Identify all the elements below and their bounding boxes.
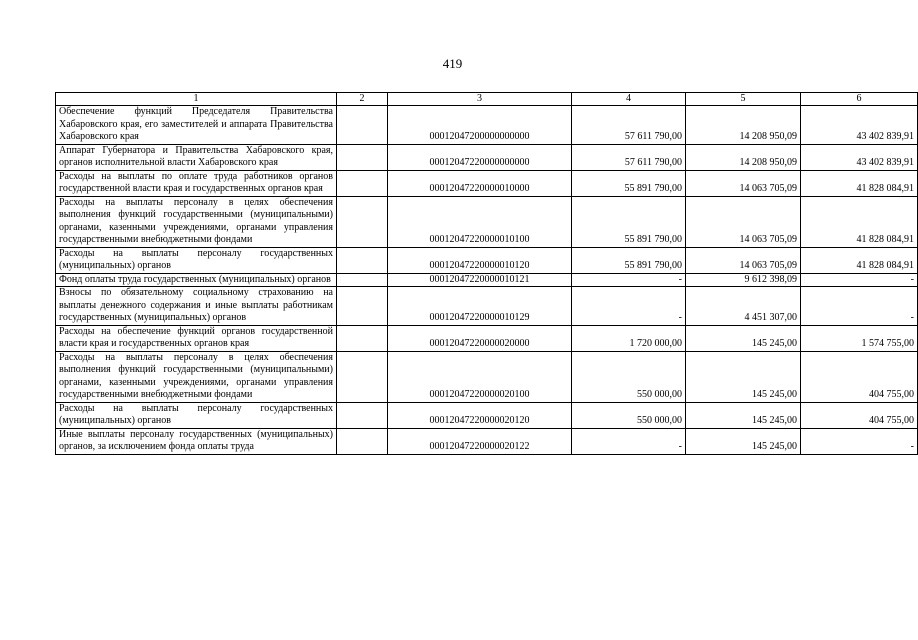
column-header: 5	[686, 93, 801, 106]
row-value-6: 404 755,00	[801, 402, 918, 428]
row-value-6: 41 828 084,91	[801, 247, 918, 273]
row-col2	[337, 351, 388, 402]
row-col2	[337, 144, 388, 170]
row-name: Взносы по обязательному социальному страхованию на выплаты денежного содержания и иные выплаты работникам государственных (муниципальных) органов	[56, 287, 337, 326]
row-col2	[337, 170, 388, 196]
row-col2	[337, 247, 388, 273]
row-code: 00012047220000010121	[388, 273, 572, 287]
row-col2	[337, 196, 388, 247]
row-code: 00012047220000010000	[388, 170, 572, 196]
table-row	[56, 351, 918, 402]
row-value-5: 145 245,00	[686, 402, 801, 428]
row-value-5: 145 245,00	[686, 325, 801, 351]
table-row	[56, 106, 918, 145]
table-row	[56, 325, 918, 351]
row-value-6: 43 402 839,91	[801, 106, 918, 145]
row-value-4: 57 611 790,00	[572, 106, 686, 145]
row-value-5: 14 208 950,09	[686, 144, 801, 170]
row-name: Обеспечение функций Председателя Правительства Хабаровского края, его заместителей и аппарата Правительства Хабаровского края	[56, 106, 337, 145]
row-name: Расходы на обеспечение функций органов государственной власти края и государственных органов края	[56, 325, 337, 351]
row-value-6: -	[801, 287, 918, 326]
row-code: 00012047220000020100	[388, 351, 572, 402]
column-header: 6	[801, 93, 918, 106]
row-value-5: 145 245,00	[686, 351, 801, 402]
row-name: Расходы на выплаты персоналу государственных (муниципальных) органов	[56, 247, 337, 273]
page-number: 419	[442, 56, 463, 71]
row-value-4: 550 000,00	[572, 351, 686, 402]
row-value-4: -	[572, 428, 686, 454]
row-value-6: -	[801, 428, 918, 454]
row-value-6: 41 828 084,91	[801, 196, 918, 247]
table-header-row	[56, 93, 918, 106]
row-value-4: 57 611 790,00	[572, 144, 686, 170]
table-row	[56, 428, 918, 454]
row-name: Аппарат Губернатора и Правительства Хабаровского края, органов исполнительной власти Хабаровского края	[56, 144, 337, 170]
row-value-5: 9 612 398,09	[686, 273, 801, 287]
row-value-6: -	[801, 273, 918, 287]
budget-table	[55, 92, 918, 455]
table-row	[56, 273, 918, 287]
table-row	[56, 402, 918, 428]
table-row	[56, 144, 918, 170]
row-col2	[337, 402, 388, 428]
row-value-6: 41 828 084,91	[801, 170, 918, 196]
row-col2	[337, 106, 388, 145]
row-col2	[337, 273, 388, 287]
row-value-5: 14 063 705,09	[686, 247, 801, 273]
row-value-4: 55 891 790,00	[572, 247, 686, 273]
column-header: 3	[388, 93, 572, 106]
row-value-4: -	[572, 287, 686, 326]
row-value-5: 145 245,00	[686, 428, 801, 454]
row-code: 00012047220000000000	[388, 144, 572, 170]
row-code: 00012047200000000000	[388, 106, 572, 145]
row-code: 00012047220000010120	[388, 247, 572, 273]
row-value-6: 1 574 755,00	[801, 325, 918, 351]
row-code: 00012047220000010129	[388, 287, 572, 326]
row-code: 00012047220000020000	[388, 325, 572, 351]
row-value-5: 4 451 307,00	[686, 287, 801, 326]
table-row	[56, 287, 918, 326]
row-value-5: 14 208 950,09	[686, 106, 801, 145]
row-col2	[337, 325, 388, 351]
row-value-6: 43 402 839,91	[801, 144, 918, 170]
row-value-4: 55 891 790,00	[572, 196, 686, 247]
row-name: Расходы на выплаты персоналу в целях обеспечения выполнения функций государственными (муниципальными) органами, казенными учреждениями, органами управления государственными внебюджетными фондами	[56, 196, 337, 247]
row-name: Расходы на выплаты персоналу в целях обеспечения выполнения функций государственными (муниципальными) органами, казенными учреждениями, органами управления государственными внебюджетными фондами	[56, 351, 337, 402]
table-row	[56, 247, 918, 273]
row-col2	[337, 287, 388, 326]
row-name: Расходы на выплаты по оплате труда работников органов государственной власти края и государственных органов края	[56, 170, 337, 196]
column-header: 2	[337, 93, 388, 106]
row-name: Иные выплаты персоналу государственных (муниципальных) органов, за исключением фонда оплаты труда	[56, 428, 337, 454]
row-value-6: 404 755,00	[801, 351, 918, 402]
table-row	[56, 170, 918, 196]
row-value-5: 14 063 705,09	[686, 170, 801, 196]
row-col2	[337, 428, 388, 454]
column-header: 4	[572, 93, 686, 106]
row-value-4: 1 720 000,00	[572, 325, 686, 351]
column-header: 1	[56, 93, 337, 106]
row-value-5: 14 063 705,09	[686, 196, 801, 247]
row-value-4: 55 891 790,00	[572, 170, 686, 196]
row-code: 00012047220000010100	[388, 196, 572, 247]
row-code: 00012047220000020120	[388, 402, 572, 428]
row-value-4: 550 000,00	[572, 402, 686, 428]
row-name: Фонд оплаты труда государственных (муниципальных) органов	[56, 273, 337, 287]
row-name: Расходы на выплаты персоналу государственных (муниципальных) органов	[56, 402, 337, 428]
row-code: 00012047220000020122	[388, 428, 572, 454]
table-row	[56, 196, 918, 247]
row-value-4: -	[572, 273, 686, 287]
